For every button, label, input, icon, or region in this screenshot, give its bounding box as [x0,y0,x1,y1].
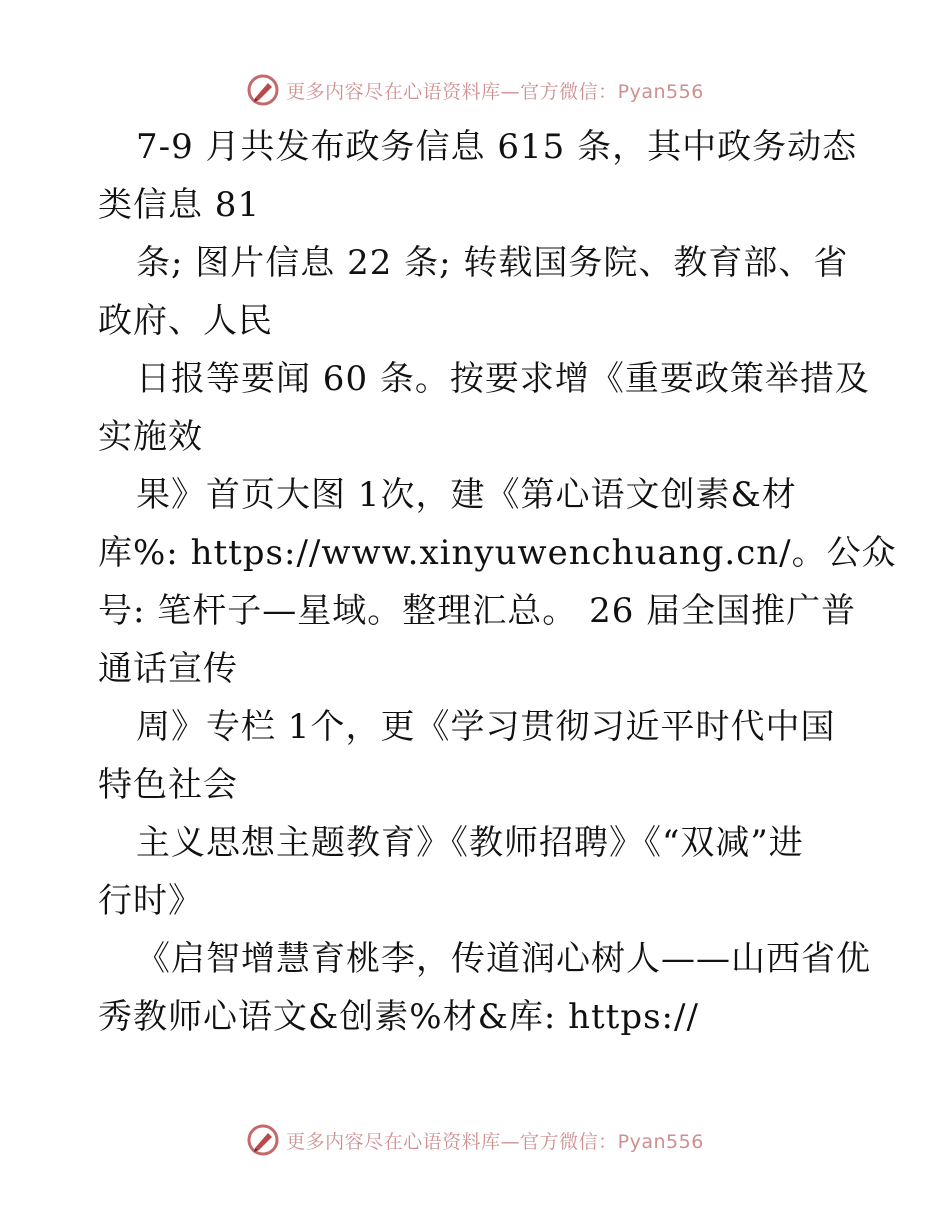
document-body [98,118,897,1046]
header-banner [0,70,950,110]
body-line: 7-9 月共发布政务信息 615 条，其中政务动态 [136,127,858,167]
body-line: 通话宣传 [98,649,238,689]
pen-nib-icon [246,73,280,107]
body-line: 主义思想主题教育》《教师招聘》《“双减”进 [136,823,804,863]
body-line: 库%: https://www.xinyuwenchuang.cn/。公众 [98,533,897,573]
footer-banner [0,1120,950,1160]
body-line: 《启智增慧育桃李，传道润心树人——山西省优 [136,939,871,979]
body-line: 特色社会 [98,765,238,805]
body-line: 果》首页大图 1次，建《第心语文创素&材 [136,475,797,515]
body-line: 行时》 [98,881,203,921]
body-line: 日报等要闻 60 条。按要求增《重要政策举措及 [136,359,870,399]
body-line: 条; 图片信息 22 条; 转载国务院、教育部、省 [136,243,849,283]
body-line: 秀教师心语文&创素%材&库: https:// [98,997,699,1037]
body-line: 号: 笔杆子—星域。整理汇总。 26 届全国推广普 [98,591,857,631]
body-line: 周》专栏 1个，更《学习贯彻习近平时代中国 [136,707,836,747]
body-line: 类信息 81 [98,185,261,225]
pen-nib-icon [246,1123,280,1157]
body-line: 政府、人民 [98,301,273,341]
header-banner-text: 更多内容尽在心语资料库—官方微信：Pyan556 [286,80,704,103]
footer-banner-text: 更多内容尽在心语资料库—官方微信：Pyan556 [286,1130,704,1153]
body-line: 实施效 [98,417,203,457]
